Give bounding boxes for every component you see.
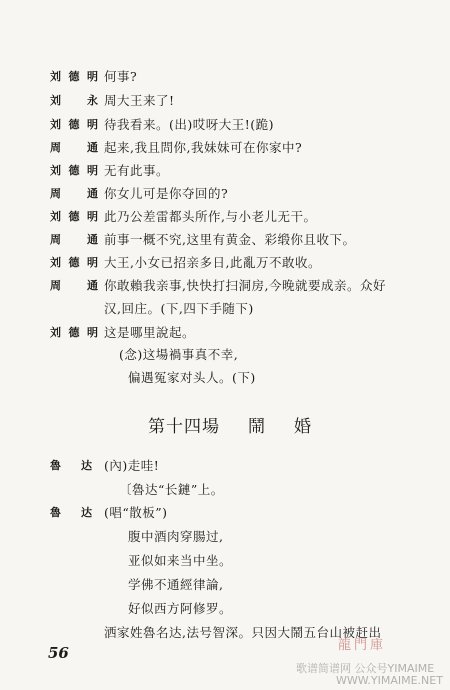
verse-text: 偏遇冤家对头人。(下) [128,370,256,385]
dialogue-line [0,502,450,524]
watermark-logo: 龍門庫 [338,638,387,653]
dialogue-text: 无有此事。 [104,163,170,178]
watermark-url: WWW.YIMAIME.NET [336,674,443,687]
dialogue-text: 周大王来了! [104,93,175,108]
speaker-name: 周 通 [50,187,98,200]
dialogue-text: (內)走哇! [104,458,160,473]
dialogue-line [0,137,450,159]
scene-number: 第十四場 [148,417,220,437]
dialogue-text: 汉,回庄。(下,四下手随下) [104,301,254,316]
speaker-name: 刘 德 明 [50,164,98,177]
dialogue-text: 这是哪里說起。 [104,325,196,340]
verse-line [0,367,450,389]
verse-text: 腹中酒肉穿腸过, [128,529,224,544]
speaker-name: 周 通 [50,279,98,292]
dialogue-line [0,114,450,136]
dialogue-text: (唱“散板”) [104,505,168,520]
speaker-name: 刘 德 明 [50,70,98,83]
dialogue-text: 待我看来。(出)哎呀大王!(跪) [104,117,275,132]
speaker-name: 刘 德 明 [50,326,98,339]
dialogue-line [0,252,450,274]
speaker-name: 周 通 [50,233,98,246]
verse-text: 学佛不通經律論, [128,577,224,592]
watermark-text: 歌谱简谱网 公众号YIMAIME [296,662,435,675]
verse-line [0,574,450,596]
verse-text: 好似西方阿修罗。 [128,601,233,616]
scene-title [148,412,312,437]
scene-name-char-1: 鬧 [248,417,266,437]
dialogue-text: 大王,小女已招亲多日,此亂万不敢收。 [104,255,321,270]
dialogue-continuation [0,298,450,320]
page-number: 56 [48,644,69,662]
stage-direction [0,479,450,501]
dialogue-text: 起来,我且問你,我妹妹可在你家中? [104,140,303,155]
speaker-name: 刘 永 [50,94,98,107]
scene-name-char-2: 婚 [294,417,312,437]
stage-direction-text: 〔魯达“长鏈”上。 [119,482,224,497]
dialogue-line [0,66,450,88]
verse-line [0,344,450,366]
verse-line [0,550,450,572]
verse-text: (念)这場禍事真不幸, [119,347,239,362]
dialogue-line [0,90,450,112]
speaker-name: 周 通 [50,141,98,154]
dialogue-line [0,455,450,477]
dialogue-text: 此乃公差雷都头所作,与小老儿无干。 [104,209,317,224]
dialogue-line [0,206,450,228]
dialogue-text: 洒家姓魯名达,法号智深。只因大鬧五台山被赶出 [104,625,382,640]
speaker-name: 刘 德 明 [50,210,98,223]
dialogue-line [0,183,450,205]
dialogue-line [0,160,450,182]
dialogue-text: 你敢賴我亲事,快快打扫洞房,今晚就要成亲。众好 [104,278,386,293]
dialogue-text: 何事? [104,69,138,84]
dialogue-text: 你女儿可是你夺回的? [104,186,229,201]
speaker-name: 魯 达 [50,459,92,472]
verse-line [0,598,450,620]
dialogue-line [0,322,450,344]
verse-text: 亚似如来当中坐。 [128,553,233,568]
speaker-name: 刘 德 明 [50,256,98,269]
speaker-name: 刘 德 明 [50,118,98,131]
dialogue-line [0,275,450,297]
dialogue-line [0,229,450,251]
verse-line [0,526,450,548]
speaker-name: 魯 达 [50,506,92,519]
dialogue-text: 前事一概不究,这里有黄金、彩缎你且收下。 [104,232,356,247]
